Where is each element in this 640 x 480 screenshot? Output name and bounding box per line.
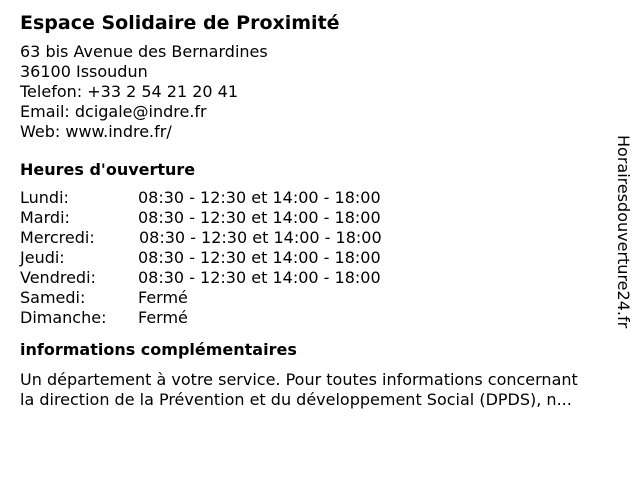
day-label: Mercredi: xyxy=(20,228,95,247)
day-label: Mardi: xyxy=(20,208,70,227)
email-line: Email: dcigale@indre.fr xyxy=(20,102,207,121)
address-line-1: 63 bis Avenue des Bernardines xyxy=(20,42,268,61)
place-card xyxy=(20,10,610,410)
day-hours: 08:30 - 12:30 et 14:00 - 18:00 xyxy=(138,268,381,287)
hours-table xyxy=(20,188,610,328)
day-hours: Fermé xyxy=(138,308,188,327)
day-hours: 08:30 - 12:30 et 14:00 - 18:00 xyxy=(139,228,382,247)
day-label: Samedi: xyxy=(20,288,86,307)
day-hours: 08:30 - 12:30 et 14:00 - 18:00 xyxy=(138,188,381,207)
site-watermark: Horairesdouverture24.fr xyxy=(614,135,633,329)
hours-row-wednesday xyxy=(20,228,610,248)
day-label: Vendredi: xyxy=(20,268,96,287)
info-line-1: Un département à votre service. Pour toutes informations concernant xyxy=(20,370,578,389)
hours-row-saturday xyxy=(20,288,610,308)
address-line-2: 36100 Issoudun xyxy=(20,62,148,81)
hours-row-sunday xyxy=(20,308,610,328)
hours-row-thursday xyxy=(20,248,610,268)
info-heading: informations complémentaires xyxy=(20,340,297,359)
hours-heading: Heures d'ouverture xyxy=(20,160,196,179)
day-label: Dimanche: xyxy=(20,308,107,327)
hours-row-tuesday xyxy=(20,208,610,228)
hours-row-friday xyxy=(20,268,610,288)
day-hours: Fermé xyxy=(138,288,188,307)
phone-line: Telefon: +33 2 54 21 20 41 xyxy=(20,82,239,101)
hours-row-monday xyxy=(20,188,610,208)
info-line-2: la direction de la Prévention et du développement Social (DPDS), n... xyxy=(20,390,572,409)
day-hours: 08:30 - 12:30 et 14:00 - 18:00 xyxy=(138,208,381,227)
day-label: Jeudi: xyxy=(20,248,65,267)
web-line: Web: www.indre.fr/ xyxy=(20,122,172,141)
day-hours: 08:30 - 12:30 et 14:00 - 18:00 xyxy=(138,248,381,267)
day-label: Lundi: xyxy=(20,188,69,207)
place-title: Espace Solidaire de Proximité xyxy=(20,12,340,34)
